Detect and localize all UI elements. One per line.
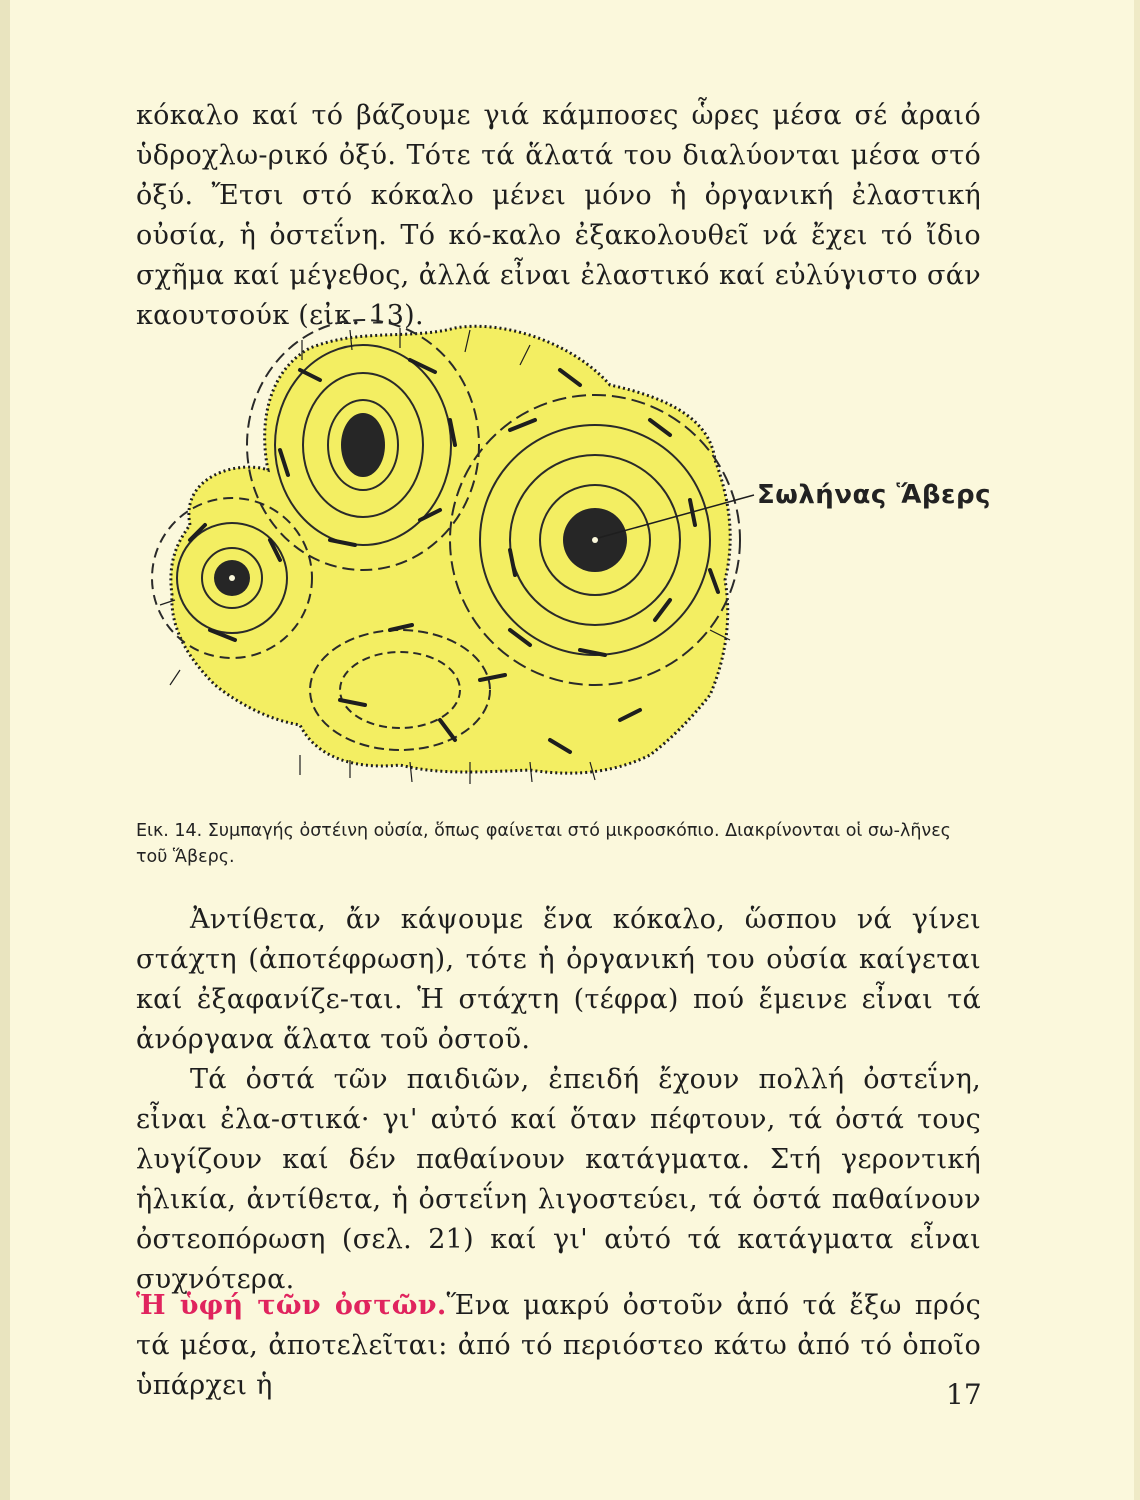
paragraph-3: Τά ὀστά τῶν παιδιῶν, ἐπειδή ἔχουν πολλή ὀστεΐνη, εἶναι ἐλα-στικά· γι' αὐτό καί ὅταν πέφτουν, τά ὀστά τους λυγίζουν καί δέν παθαίνουν κατάγματα. Στή γεροντική ἡλικία, ἀντίθετα, ἡ ὀστεΐνη λιγοστεύει, τά ὀστά παθαίνουν ὀστεοπόρωση (σελ. 21) καί γι' αὐτό τά κατάγματα εἶναι συχνότερα. xyxy=(136,1064,981,1295)
bone-microscope-figure xyxy=(150,300,980,790)
page-edge-right xyxy=(1134,0,1140,1500)
figure-label-haversian-canal: Σωλήνας Ἅβερς xyxy=(757,480,991,510)
figure-caption: Εικ. 14. Συμπαγής ὀστέινη οὐσία, ὅπως φαίνεται στό μικροσκόπιο. Διακρίνονται οἱ σω-λῆνες τοῦ Ἅβερς. xyxy=(136,821,951,867)
section-heading: Ἡ ὑφή τῶν ὀστῶν. xyxy=(136,1290,447,1321)
paragraph-4 xyxy=(136,1286,981,1406)
haversian-system-illustration xyxy=(150,300,980,790)
paragraph-4-text: Ἕνα μακρύ ὀστοῦν ἀπό τά ἔξω πρός τά μέσα, ἀποτελεῖται: ἀπό τό περιόστεο κάτω ἀπό τό ὁποῖο ὑπάρχει ἡ xyxy=(136,1290,981,1401)
haversian-canal-upper xyxy=(341,413,385,477)
page-edge-left xyxy=(0,0,10,1500)
paragraph-2: Ἀντίθετα, ἄν κάψουμε ἕνα κόκαλο, ὥσπου νά γίνει στάχτη (ἀποτέφρωση), τότε ἡ ὀργανική του οὐσία καίγεται καί ἐξαφανίζε-ται. Ἡ στάχτη (τέφρα) πού ἔμεινε εἶναι τά ἀνόργανα ἅλατα τοῦ ὀστοῦ. xyxy=(136,904,981,1055)
page-number: 17 xyxy=(946,1378,982,1411)
paragraph-1: κόκαλο καί τό βάζουμε γιά κάμποσες ὧρες μέσα σέ ἀραιό ὑδροχλω-ρικό ὀξύ. Τότε τά ἅλατά του διαλύονται μέσα στό ὀξύ. Ἔτσι στό κόκαλο μένει μόνο ἡ ὀργανική ἐλαστική οὐσία, ἡ ὀστεΐνη. Τό κό-καλο ἐξακολουθεῖ νά ἔχει τό ἴδιο σχῆμα καί μέγεθος, ἀλλά εἶναι ἐλαστικό καί εὐλύγιστο σάν καουτσούκ (εἰκ. 13). xyxy=(136,100,981,331)
